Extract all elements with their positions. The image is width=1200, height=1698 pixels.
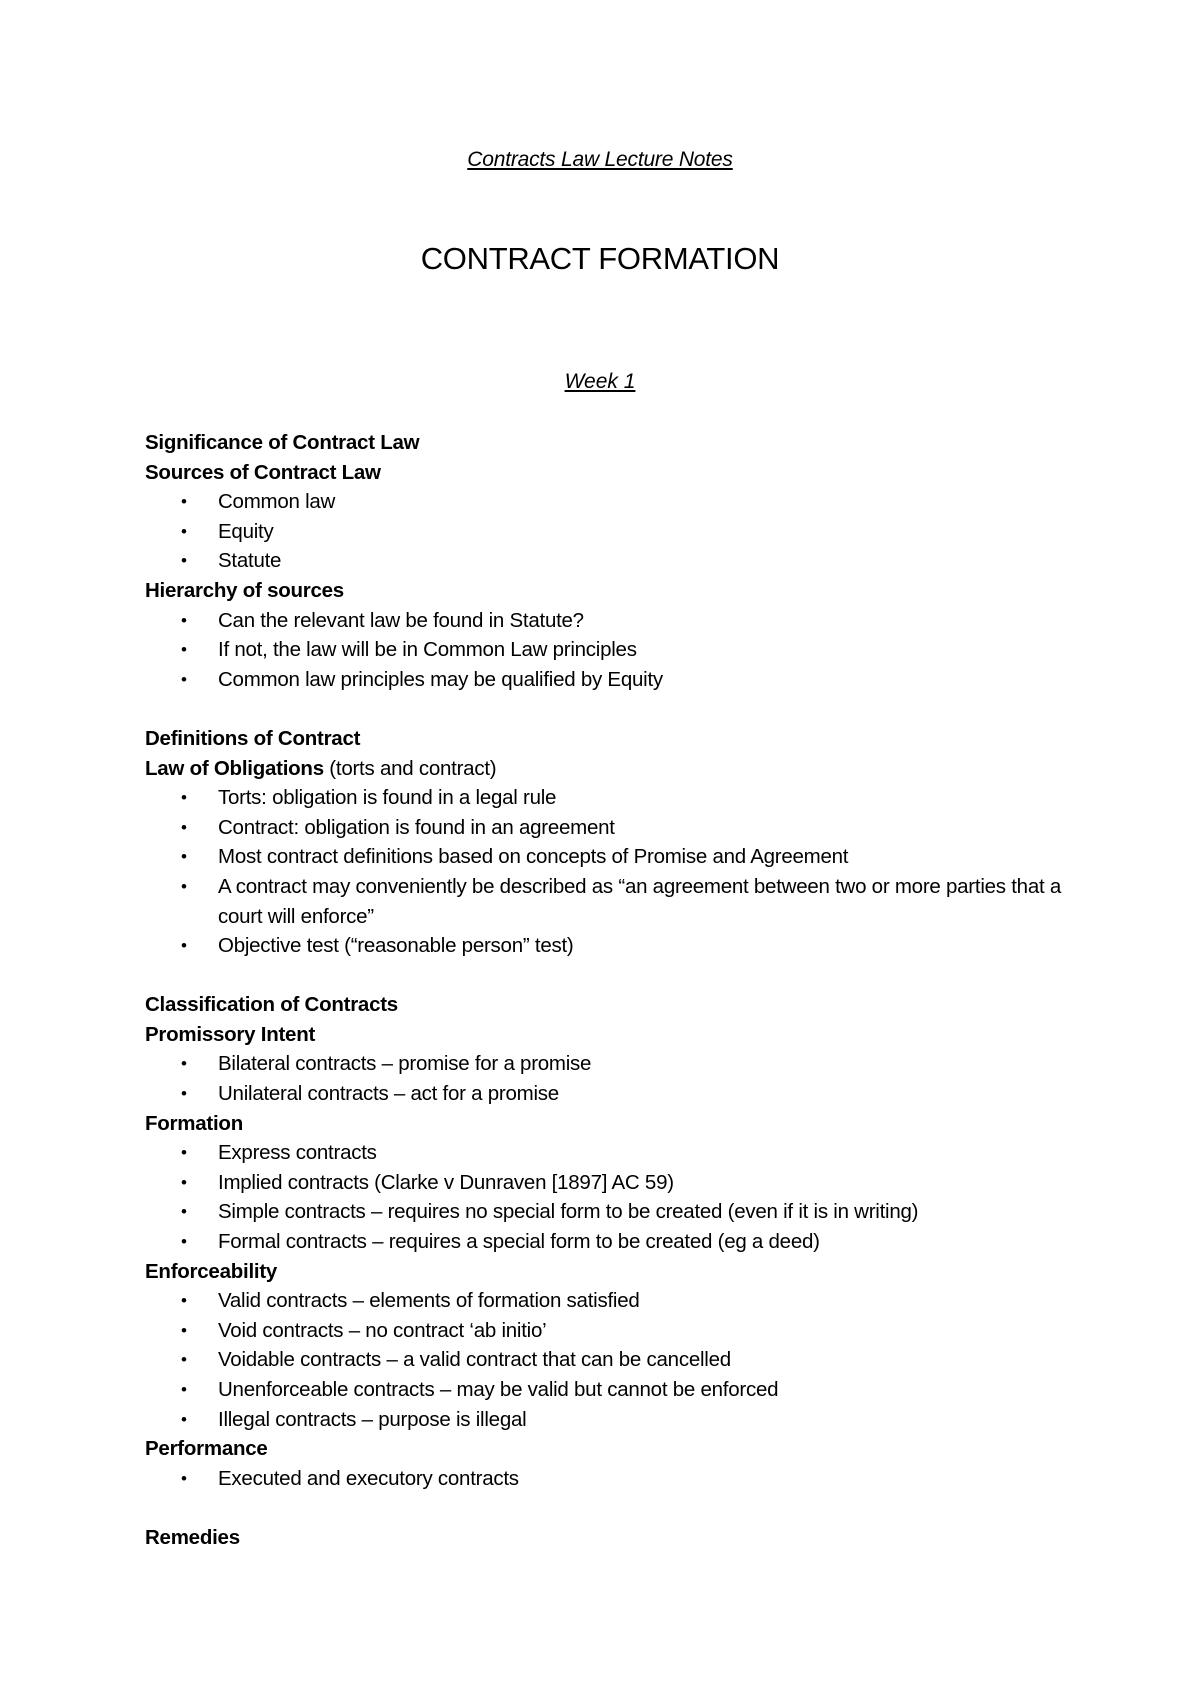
list-item: • Voidable contracts – a valid contract that can be cancelled bbox=[145, 1345, 1065, 1375]
list-item: • Implied contracts (Clarke v Dunraven [1897] AC 59) bbox=[145, 1168, 1065, 1198]
list-hierarchy bbox=[145, 606, 1065, 695]
list-item: • Common law bbox=[145, 487, 1065, 517]
list-item: • Executed and executory contracts bbox=[145, 1464, 1065, 1494]
list-item: • Objective test (“reasonable person” test) bbox=[145, 931, 1065, 961]
heading-classification: Classification of Contracts bbox=[145, 993, 398, 1017]
list-item: • Bilateral contracts – promise for a promise bbox=[145, 1049, 1065, 1079]
list-sources bbox=[145, 487, 1065, 576]
list-item: • Illegal contracts – purpose is illegal bbox=[145, 1405, 1065, 1435]
list-item: • Torts: obligation is found in a legal rule bbox=[145, 783, 1065, 813]
list-performance bbox=[145, 1464, 1065, 1494]
heading-sources: Sources of Contract Law bbox=[145, 460, 381, 484]
heading-enforceability: Enforceability bbox=[145, 1259, 278, 1283]
section-title: CONTRACT FORMATION bbox=[420, 241, 780, 276]
list-promissory bbox=[145, 1049, 1065, 1108]
heading-obligations-suffix: (torts and contract) bbox=[323, 756, 497, 780]
list-enforceability bbox=[145, 1286, 1065, 1434]
heading-obligations bbox=[145, 754, 1065, 784]
list-item: • Equity bbox=[145, 517, 1065, 547]
list-formation bbox=[145, 1138, 1065, 1256]
spacer bbox=[145, 961, 1065, 991]
list-item: • Valid contracts – elements of formation satisfied bbox=[145, 1286, 1065, 1316]
spacer bbox=[145, 694, 1065, 724]
heading-obligations-label: Law of Obligations bbox=[145, 756, 324, 780]
list-obligations bbox=[145, 783, 1065, 961]
list-item: • Void contracts – no contract ‘ab initio’ bbox=[145, 1316, 1065, 1346]
heading-remedies: Remedies bbox=[145, 1525, 240, 1549]
list-item: • Contract: obligation is found in an agreement bbox=[145, 813, 1065, 843]
notes-body bbox=[145, 428, 1065, 1553]
list-item: • Express contracts bbox=[145, 1138, 1065, 1168]
list-item: • Unenforceable contracts – may be valid but cannot be enforced bbox=[145, 1375, 1065, 1405]
heading-performance: Performance bbox=[145, 1437, 268, 1461]
list-item: • Unilateral contracts – act for a promise bbox=[145, 1079, 1065, 1109]
list-item: • Can the relevant law be found in Statute? bbox=[145, 606, 1065, 636]
week-title: Week 1 bbox=[564, 370, 636, 393]
list-item: • Formal contracts – requires a special form to be created (eg a deed) bbox=[145, 1227, 1065, 1257]
heading-promissory: Promissory Intent bbox=[145, 1022, 316, 1046]
document-title: Contracts Law Lecture Notes bbox=[467, 148, 733, 171]
heading-significance: Significance of Contract Law bbox=[145, 431, 420, 454]
list-item: • Statute bbox=[145, 546, 1065, 576]
spacer bbox=[145, 1493, 1065, 1523]
heading-definitions: Definitions of Contract bbox=[145, 726, 361, 750]
list-item: • Simple contracts – requires no special form to be created (even if it is in writing) bbox=[145, 1197, 1065, 1227]
list-item: • If not, the law will be in Common Law principles bbox=[145, 635, 1065, 665]
heading-formation: Formation bbox=[145, 1111, 243, 1135]
list-item: • Common law principles may be qualified by Equity bbox=[145, 665, 1065, 695]
list-item: • Most contract definitions based on concepts of Promise and Agreement bbox=[145, 842, 1065, 872]
heading-hierarchy: Hierarchy of sources bbox=[145, 578, 344, 602]
list-item: • A contract may conveniently be described as “an agreement between two or more parties that a court will enforce” bbox=[145, 872, 1065, 931]
